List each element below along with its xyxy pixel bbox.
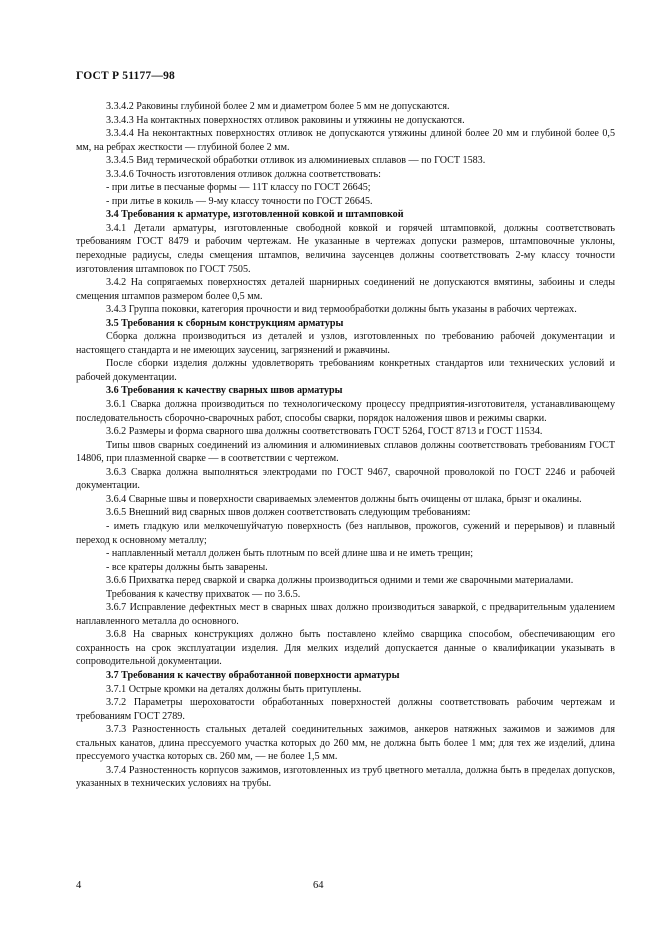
paragraph: 3.6.7 Исправление дефектных мест в сварных швах должно производиться заваркой, с предварительным удалением наплавленного металла до основного.	[76, 602, 615, 627]
document-header: ГОСТ Р 51177—98	[76, 70, 175, 82]
list-item: - иметь гладкую или мелкочешуйчатую поверхность (без наплывов, прожогов, сужений и перерывов) и плавный переход к основному металлу;	[76, 520, 615, 546]
paragraph: Типы швов сварных соединений из алюминия и алюминиевых сплавов должны соответствовать требованиям ГОСТ 14806, при плазменной сварке — в соответствии с чертежом.	[76, 439, 615, 465]
section-heading: 3.6 Требования к качеству сварных швов арматуры	[106, 385, 343, 397]
paragraph: 3.6.6 Прихватка перед сваркой и сварка должны производиться одними и теми же сварочными материалами.	[106, 575, 574, 587]
paragraph: 3.7.2 Параметры шероховатости обработанных поверхностей должны соответствовать рабочим чертежам и требованиям ГОСТ 2789.	[76, 697, 615, 722]
paragraph: 3.6.5 Внешний вид сварных швов должен соответствовать следующим требованиям:	[106, 507, 471, 519]
document-body	[76, 100, 615, 791]
section-heading: 3.4 Требования к арматуре, изготовленной ковкой и штамповкой	[106, 209, 404, 221]
paragraph: 3.6.3 Сварка должна выполняться электродами по ГОСТ 9467, сварочной проволокой по ГОСТ 2246 и рабочей документации.	[76, 466, 615, 492]
section-heading: 3.7 Требования к качеству обработанной поверхности арматуры	[106, 669, 400, 681]
page-number-center: 64	[313, 880, 324, 891]
paragraph: 3.3.4.6 Точность изготовления отливок должна соответствовать:	[106, 168, 381, 180]
page-number-left: 4	[76, 880, 82, 891]
paragraph: Сборка должна производиться из деталей и узлов, изготовленных по требованию рабочей документации и настоящего стандарта и не имеющих заусениц, загрязнений и ржавчины.	[76, 331, 615, 356]
paragraph: 3.3.4.2 Раковины глубиной более 2 мм и диаметром более 5 мм не допускаются.	[106, 101, 450, 112]
list-item: - при литье в песчаные формы — 11Т классу по ГОСТ 26645;	[106, 182, 371, 194]
paragraph: 3.3.4.4 На неконтактных поверхностях отливок не допускаются утяжины длиной более 20 мм и глубиной более 0,5 мм, на ребрах жесткости — глубиной более 2 мм.	[76, 128, 615, 153]
paragraph: 3.6.8 На сварных конструкциях должно быть поставлено клеймо сварщика способом, обеспечивающим его сохранность на срок эксплуатации изделия. Для мелких изделий допускается данные о квалификации указывать в сопроводительной документации.	[76, 629, 615, 668]
section-heading: 3.5 Требования к сборным конструкциям арматуры	[106, 317, 344, 329]
paragraph: Требования к качеству прихваток — по 3.6.5.	[106, 588, 301, 600]
paragraph: После сборки изделия должны удовлетворять требованиям конкретных стандартов или технических условий и рабочей документации.	[76, 358, 615, 383]
paragraph: 3.4.3 Группа поковки, категория прочности и вид термообработки должны быть указаны в рабочих чертежах.	[106, 304, 577, 316]
paragraph: 3.6.4 Сварные швы и поверхности свариваемых элементов должны быть очищены от шлака, брызг и окалины.	[106, 493, 582, 505]
paragraph: 3.3.4.5 Вид термической обработки отливок из алюминиевых сплавов — по ГОСТ 1583.	[106, 155, 486, 167]
paragraph: 3.4.1 Детали арматуры, изготовленные свободной ковкой и горячей штамповкой, должны соответствовать требованиям ГОСТ 8479 и рабочим чертежам. Не указанные в чертежах допуски размеров, штамповочные уклоны, переходные радиусы, следы смещения штампов, величина заусенцев должны соответствовать 2-му классу точности изготовления штамповок по ГОСТ 7505.	[76, 222, 615, 275]
paragraph: 3.7.3 Разностенность стальных деталей соединительных зажимов, анкеров натяжных зажимов и зажимов для стальных канатов, длина прессуемого участка которых до 260 мм, не должна быть более 1 мм; для тех же изделий, длина прессуемого участка которых св. 260 мм, — не более 1,5 мм.	[76, 724, 615, 763]
paragraph: 3.7.1 Острые кромки на деталях должны быть притуплены.	[106, 683, 362, 695]
list-item: - все кратеры должны быть заварены.	[106, 561, 268, 573]
list-item: - при литье в кокиль — 9-му классу точности по ГОСТ 26645.	[106, 195, 373, 207]
paragraph: 3.4.2 На сопрягаемых поверхностях деталей шарнирных соединений не допускаются вмятины, забоины и следы смещения штампов размером более 0,5 мм.	[76, 277, 615, 302]
list-item: - наплавленный металл должен быть плотным по всей длине шва и не иметь трещин;	[106, 548, 474, 560]
paragraph: 3.7.4 Разностенность корпусов зажимов, изготовленных из труб цветного металла, должна быть в пределах допусков, указанных в технических условиях на трубы.	[76, 764, 615, 790]
paragraph: 3.6.1 Сварка должна производиться по технологическому процессу предприятия-изготовителя, устанавливающему последовательность сборочно-сварочных работ, способы сварки, порядок наложения швов и режимы сварки.	[76, 399, 615, 424]
paragraph: 3.3.4.3 На контактных поверхностях отливок раковины и утяжины не допускаются.	[106, 114, 465, 126]
paragraph: 3.6.2 Размеры и форма сварного шва должны соответствовать ГОСТ 5264, ГОСТ 8713 и ГОСТ 11534.	[106, 426, 543, 438]
